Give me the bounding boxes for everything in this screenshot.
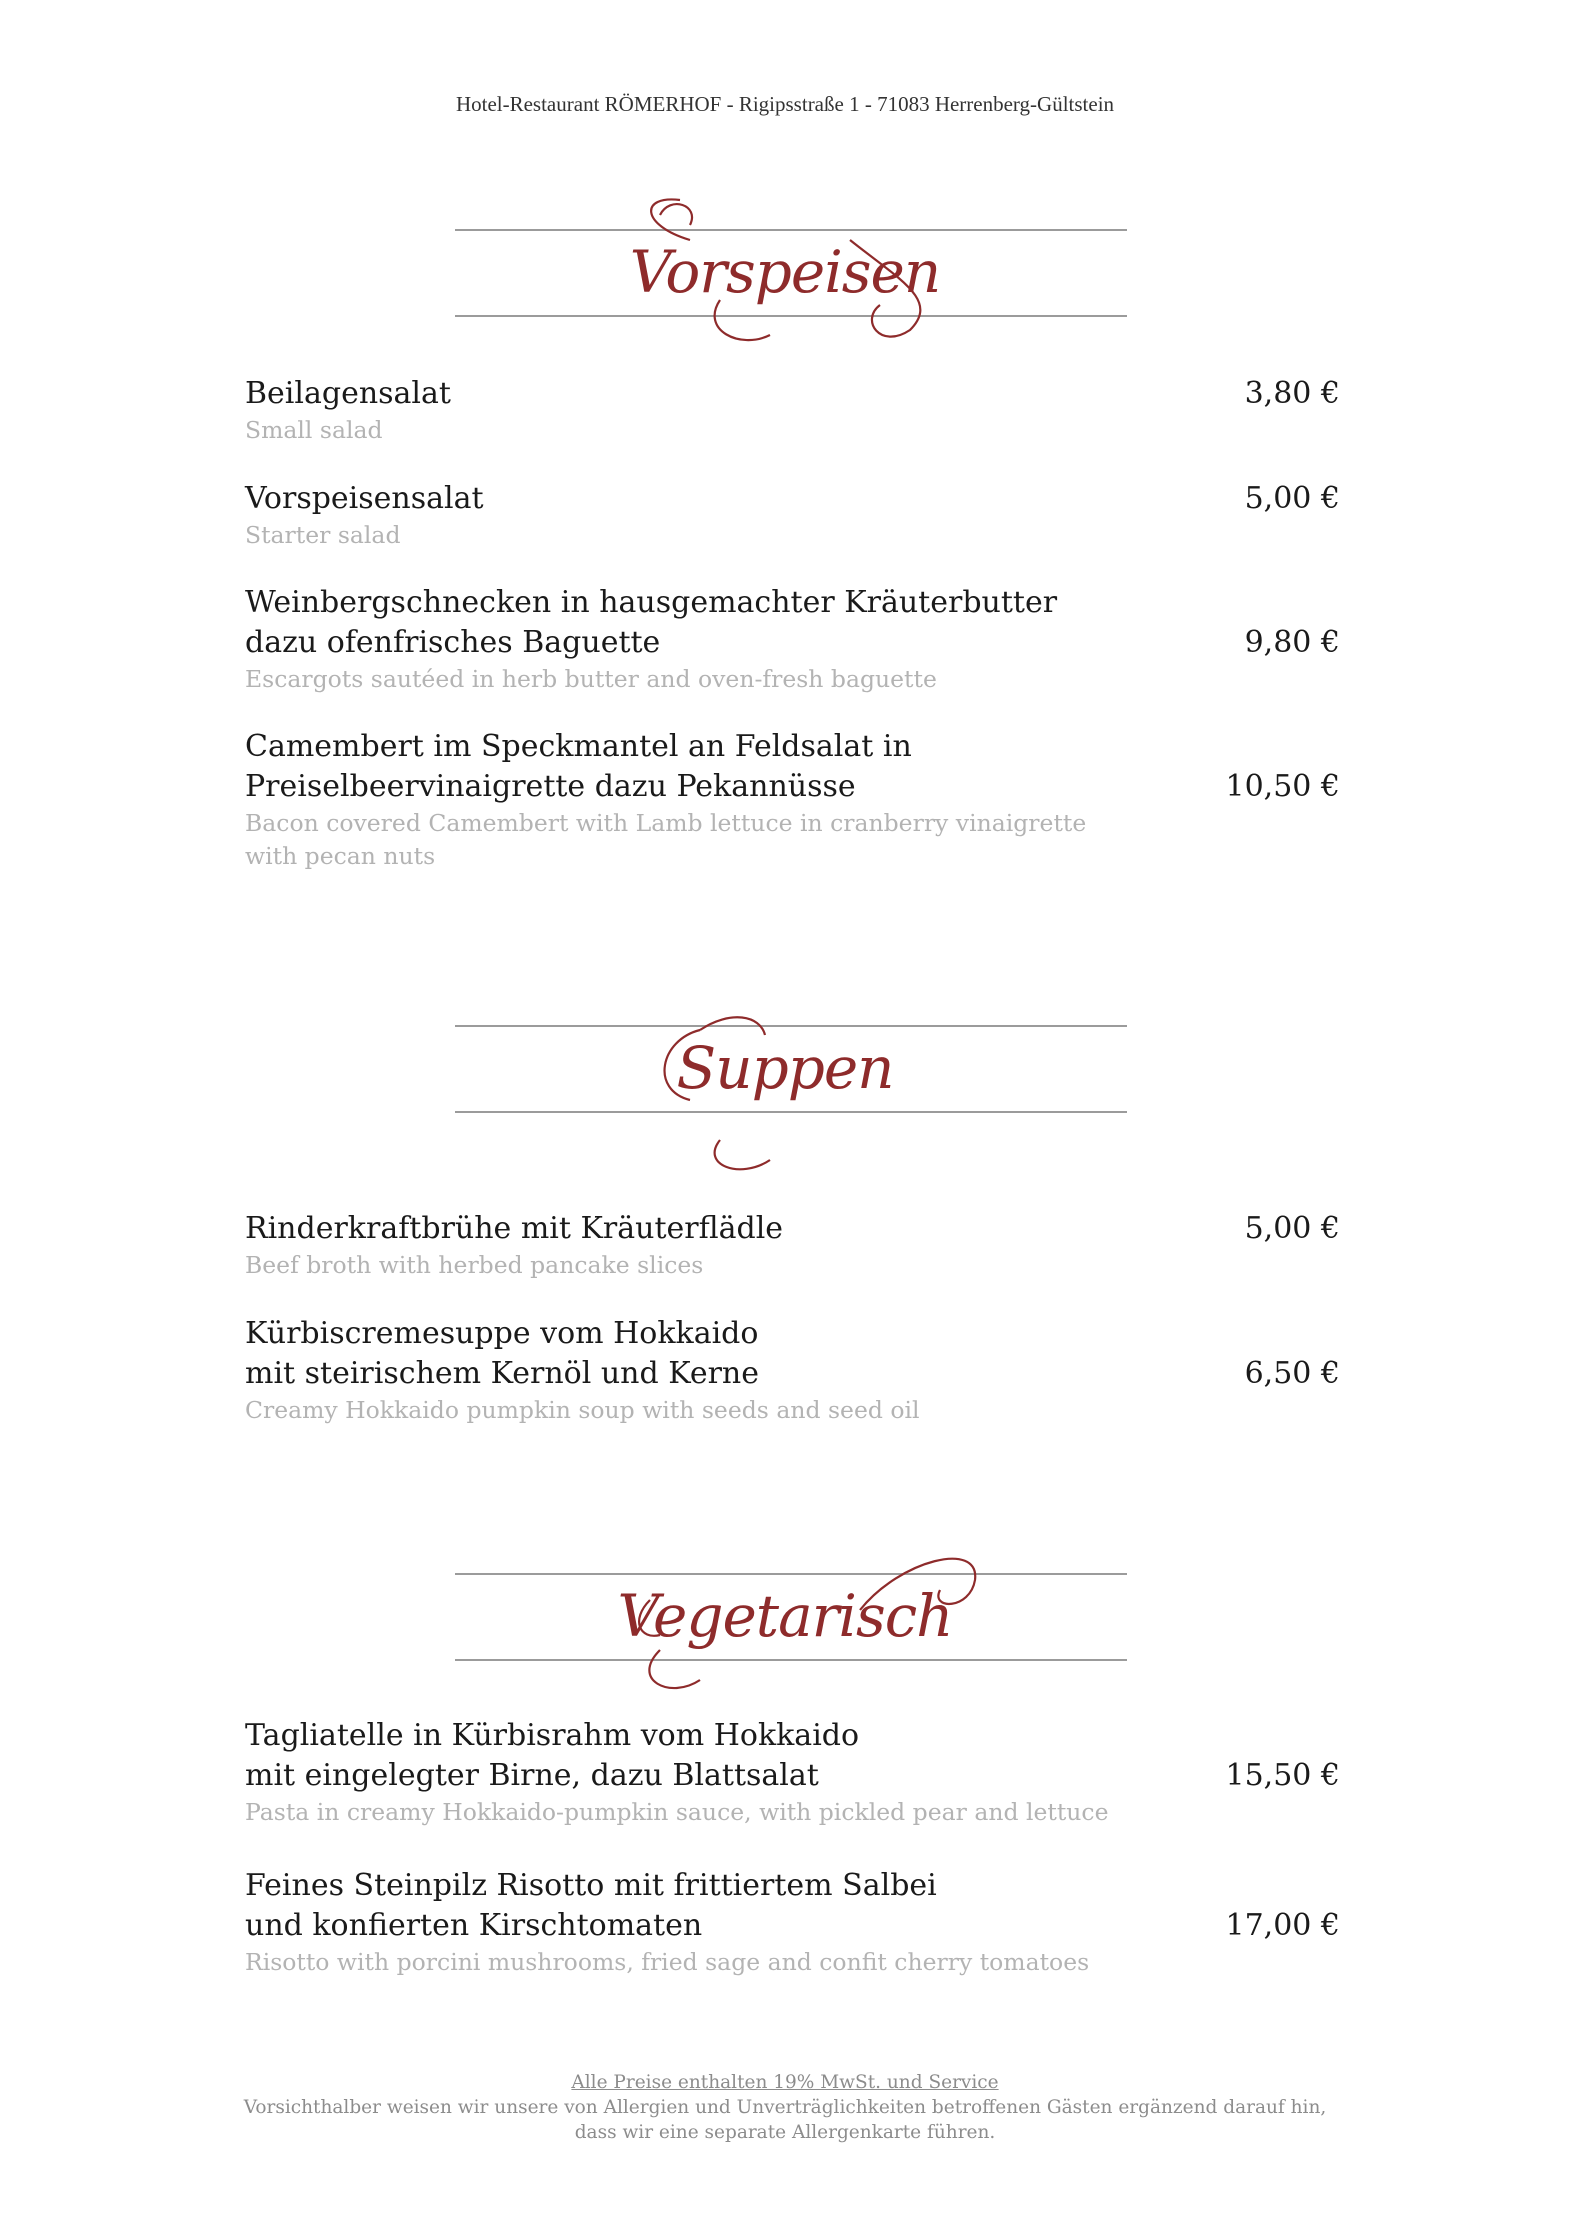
item-price: 3,80 €: [1244, 376, 1340, 411]
item-price: 9,80 €: [1244, 625, 1340, 660]
section-title: Vorspeisen: [629, 238, 941, 306]
item-price: 15,50 €: [1225, 1758, 1340, 1793]
item-title: mit eingelegter Birne, dazu Blattsalat: [245, 1758, 819, 1793]
item-price: 5,00 €: [1244, 1211, 1340, 1246]
footer-notice: [0, 2070, 1570, 2145]
item-title: Vorspeisensalat: [245, 481, 484, 516]
menu-item: [245, 1866, 1340, 1979]
item-title: Weinbergschnecken in hausgemachter Kräuterbutter: [245, 585, 1058, 620]
section-title: Vegetarisch: [617, 1582, 953, 1650]
item-title: Tagliatelle in Kürbisrahm vom Hokkaido: [245, 1718, 860, 1753]
footer-allergen-note-cont: dass wir eine separate Allergenkarte führen.: [574, 2122, 996, 2143]
item-subtitle: Escargots sautéed in herb butter and oven-fresh baguette: [245, 665, 937, 693]
item-title: dazu ofenfrisches Baguette: [245, 625, 661, 660]
section-title: Suppen: [676, 1034, 894, 1102]
item-title: Preiselbeervinaigrette dazu Pekannüsse: [245, 769, 856, 804]
item-subtitle: Risotto with porcini mushrooms, fried sage and confit cherry tomatoes: [245, 1948, 1090, 1976]
item-price: 17,00 €: [1225, 1908, 1340, 1943]
item-subtitle: Starter salad: [245, 521, 401, 549]
item-subtitle: Small salad: [245, 416, 383, 444]
item-title: mit steirischem Kernöl und Kerne: [245, 1356, 759, 1391]
item-title: Rinderkraftbrühe mit Kräuterflädle: [245, 1211, 784, 1246]
item-title: Beilagensalat: [245, 376, 451, 411]
menu-item: [245, 1716, 1340, 1829]
item-title: Feines Steinpilz Risotto mit frittiertem Salbei: [245, 1868, 937, 1903]
item-subtitle: Bacon covered Camembert with Lamb lettuce in cranberry vinaigrette: [245, 809, 1087, 837]
item-price: 5,00 €: [1244, 481, 1340, 516]
item-subtitle: Pasta in creamy Hokkaido-pumpkin sauce, with pickled pear and lettuce: [245, 1798, 1109, 1826]
item-subtitle: Creamy Hokkaido pumpkin soup with seeds and seed oil: [245, 1396, 920, 1424]
item-price: 6,50 €: [1244, 1356, 1340, 1391]
footer-allergen-note: Vorsichthalber weisen wir unsere von Allergien und Unverträglichkeiten betroffenen Gästen ergänzend darauf hin,: [243, 2097, 1327, 2118]
item-title: Camembert im Speckmantel an Feldsalat in: [245, 729, 912, 764]
item-subtitle: Beef broth with herbed pancake slices: [245, 1251, 704, 1279]
item-subtitle: with pecan nuts: [245, 842, 436, 870]
footer-vat-note: Alle Preise enthalten 19% MwSt. und Service: [571, 2072, 999, 2093]
item-price: 10,50 €: [1225, 769, 1340, 804]
restaurant-address-header: Hotel-Restaurant RÖMERHOF - Rigipsstraße 1 - 71083 Herrenberg-Gültstein: [455, 92, 1115, 116]
item-title: Kürbiscremesuppe vom Hokkaido: [245, 1316, 759, 1351]
item-title: und konfierten Kirschtomaten: [245, 1908, 703, 1943]
